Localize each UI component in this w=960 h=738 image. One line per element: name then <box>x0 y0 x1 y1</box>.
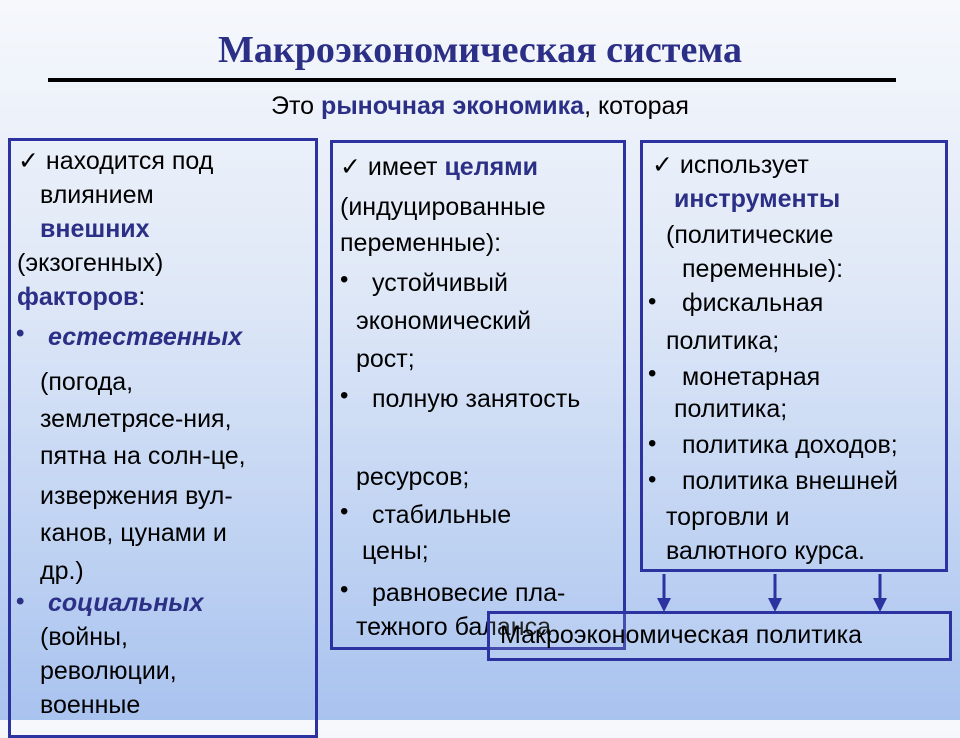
subtitle-prefix: Это <box>271 92 322 120</box>
col1-line: (экзогенных) <box>17 249 164 277</box>
bullet-icon: • <box>648 360 657 387</box>
col1-line: пятна на солн-це, <box>40 442 246 470</box>
policy-label: Макроэкономическая политика <box>500 621 863 649</box>
col1-check-text: находится под <box>45 147 214 175</box>
col2-line: переменные): <box>340 229 502 257</box>
bullet-icon: • <box>340 382 349 409</box>
col3-line: политика; <box>666 327 780 355</box>
col3-instruments: инструменты <box>674 185 841 213</box>
arrow-head <box>657 598 671 612</box>
bullet-icon: • <box>648 430 657 457</box>
subtitle-highlight: рыночная экономика <box>321 92 585 120</box>
bullet-icon: • <box>648 288 657 315</box>
col3-line: политика доходов; <box>682 431 898 459</box>
page-title: Макроэкономическая система <box>218 29 742 71</box>
col1-line: революции, <box>40 657 177 685</box>
col2-line: устойчивый <box>372 269 508 297</box>
col2-line: полную занятость <box>372 385 581 413</box>
col3-line: политика внешней <box>682 467 898 495</box>
bullet-icon: • <box>340 498 349 525</box>
col3-line: (политические <box>666 221 834 249</box>
col1-factors-line <box>17 280 145 314</box>
col1-external: внешних <box>40 215 150 243</box>
col1-line: влиянием <box>40 181 154 209</box>
col3-line: политика; <box>674 395 788 423</box>
check-icon: ✓ <box>340 153 361 181</box>
col1-factors-colon: : <box>138 283 146 311</box>
col3-line: торговли и <box>666 503 790 531</box>
subtitle-suffix: , которая <box>584 92 689 120</box>
col1-social-heading: социальных <box>48 589 204 617</box>
col1-line: др.) <box>40 557 84 585</box>
bullet-icon: • <box>648 466 657 493</box>
bullet-icon: • <box>340 266 349 293</box>
subtitle <box>0 92 960 121</box>
col2-check-line <box>340 150 538 184</box>
col1-line: землетрясе-ния, <box>40 405 232 433</box>
arrow-head <box>768 598 782 612</box>
col2-line: экономический <box>356 307 532 335</box>
bullet-icon: • <box>340 576 349 603</box>
col3-check-text: использует <box>679 151 809 179</box>
col2-line: рост; <box>356 345 415 373</box>
col1-line: извержения вул- <box>40 482 233 510</box>
col3-check-line <box>652 148 809 182</box>
col2-line: (индуцированные <box>340 193 546 221</box>
bullet-icon: • <box>16 320 25 347</box>
col2-line: стабильные <box>372 501 512 529</box>
col1-factors: факторов <box>17 283 139 311</box>
col1-natural-heading: естественных <box>48 323 243 351</box>
col1-line: (войны, <box>40 623 128 651</box>
col1-line: канов, цунами и <box>40 519 227 547</box>
col1-line: (погода, <box>40 368 134 396</box>
bullet-icon: • <box>16 588 25 615</box>
col2-goals: целями <box>444 153 539 181</box>
col1-line: военные <box>40 691 141 719</box>
check-icon: ✓ <box>18 147 39 175</box>
check-icon: ✓ <box>652 151 673 179</box>
title-divider <box>48 78 896 82</box>
col3-line: переменные): <box>682 255 844 283</box>
col2-line: цены; <box>362 537 429 565</box>
col3-line: фискальная <box>682 289 824 317</box>
col3-line: монетарная <box>682 363 821 391</box>
col1-check-line <box>18 144 213 178</box>
col3-line: валютного курса. <box>666 537 865 565</box>
col2-check-prefix: имеет <box>367 153 445 181</box>
col2-line: ресурсов; <box>356 463 470 491</box>
col2-line: равновесие пла- <box>372 579 566 607</box>
arrow-head <box>873 598 887 612</box>
col2-line: тежного баланса <box>356 613 551 641</box>
